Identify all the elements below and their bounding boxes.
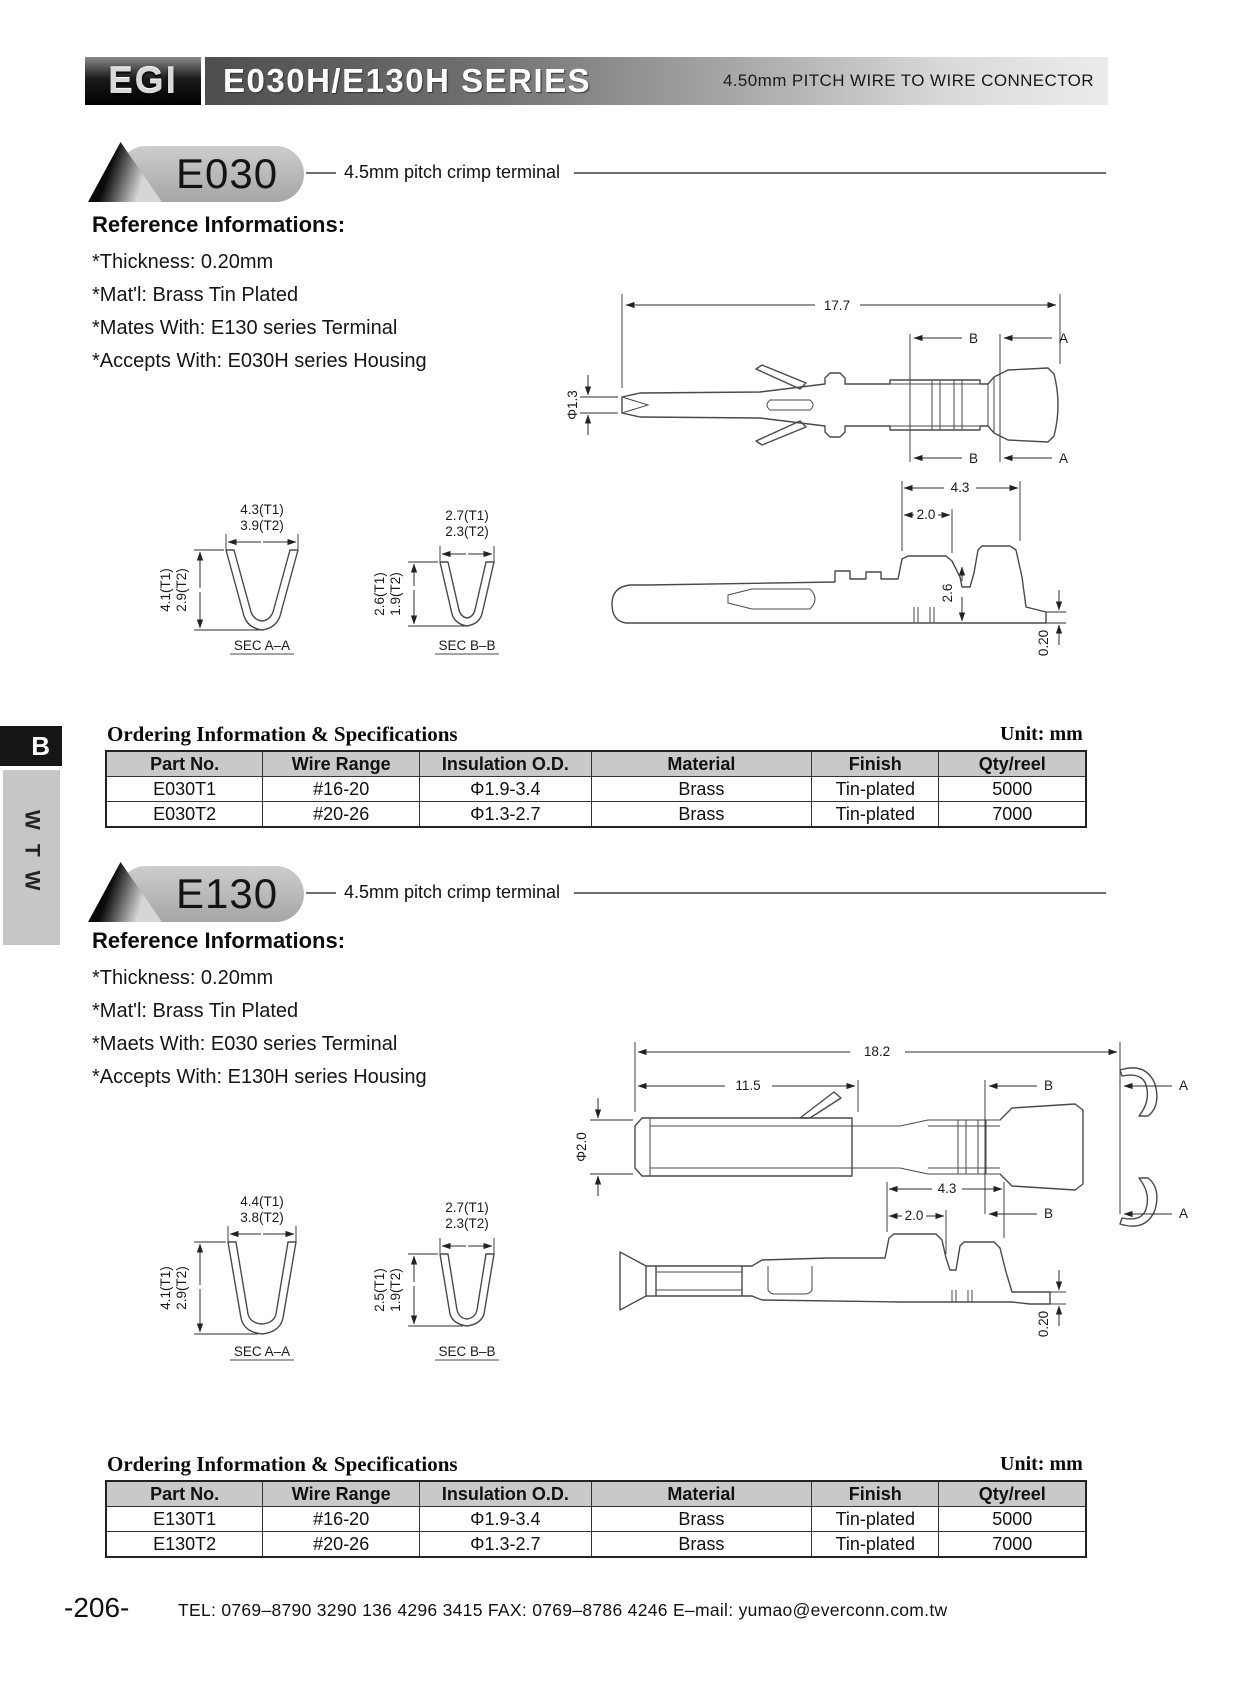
dim-length2: 11.5 (735, 1078, 761, 1093)
page-subtitle: 4.50mm PITCH WIRE TO WIRE CONNECTOR (722, 71, 1094, 90)
dim-length: 17.7 (823, 298, 851, 313)
divider (306, 892, 336, 894)
e030-badge-label: E030 (176, 150, 279, 197)
divider (574, 172, 1106, 174)
marker-b: B (969, 451, 979, 466)
col-header: Qty/reel (939, 751, 1086, 777)
cell: E130T2 (106, 1532, 263, 1558)
cell: E030T2 (106, 802, 263, 828)
cell: #16-20 (263, 777, 420, 802)
sec-dim: 3.9(T2) (240, 518, 284, 533)
category-tab-wtw: WTW (3, 770, 60, 945)
dim-side-43: 4.3 (937, 1181, 957, 1196)
ref-item: *Mat'l: Brass Tin Plated (92, 1000, 299, 1022)
cell: #20-26 (263, 802, 420, 828)
marker-b: B (1044, 1206, 1054, 1221)
sec-label: SEC A–A (233, 1344, 291, 1359)
cell: #16-20 (263, 1507, 420, 1532)
ref-item: *Thickness: 0.20mm (92, 967, 274, 989)
cell: Tin-plated (812, 802, 939, 828)
cell: Brass (591, 1532, 812, 1558)
col-header: Material (591, 751, 812, 777)
e130-spec-table (105, 1480, 1087, 1558)
sec-label: SEC B–B (438, 1344, 496, 1359)
col-header: Insulation O.D. (420, 751, 592, 777)
sec-dim: 2.5(T1) (372, 1268, 387, 1312)
sec-label: SEC B–B (438, 638, 496, 653)
footer-contact: TEL: 0769–8790 3290 136 4296 3415 FAX: 0769–8786 4246 E–mail: yumao@everconn.com.tw (178, 1600, 948, 1620)
col-header: Wire Range (263, 751, 420, 777)
col-header: Finish (812, 751, 939, 777)
table-row (106, 1507, 1086, 1532)
cell: Tin-plated (812, 1507, 939, 1532)
section-tab-b: B (0, 726, 62, 766)
e130-sec-bb (348, 1190, 523, 1365)
sec-dim: 4.4(T1) (240, 1194, 284, 1209)
cell: E030T1 (106, 777, 263, 802)
dim-side-26: 2.6 (940, 583, 955, 603)
dim-side-43: 4.3 (950, 480, 970, 495)
e030-sec-bb (348, 498, 523, 658)
dim-thickness: 0.20 (1036, 629, 1051, 657)
cell: Φ1.9-3.4 (420, 777, 592, 802)
sec-label: SEC A–A (233, 638, 291, 653)
ref-item: *Mat'l: Brass Tin Plated (92, 284, 299, 306)
col-header: Material (591, 1481, 812, 1507)
marker-a: A (1059, 331, 1069, 346)
e030-spec-table (105, 750, 1087, 828)
cell: Brass (591, 802, 812, 828)
e030-plan-drawing (560, 280, 1205, 480)
cell: 5000 (939, 1507, 1086, 1532)
sec-dim: 3.8(T2) (240, 1210, 284, 1225)
marker-a: A (1059, 451, 1069, 466)
cell: 7000 (939, 1532, 1086, 1558)
cell: Φ1.3-2.7 (420, 802, 592, 828)
cell: Φ1.3-2.7 (420, 1532, 592, 1558)
dim-diameter: Φ1.3 (565, 390, 580, 420)
ref-item: *Maets With: E030 series Terminal (92, 1033, 398, 1055)
sec-dim: 2.6(T1) (372, 572, 387, 616)
sec-dim: 4.1(T1) (158, 1266, 173, 1310)
cell: Tin-plated (812, 777, 939, 802)
e130-sec-aa (148, 1190, 353, 1365)
brand-logo: EGI (85, 57, 201, 105)
sec-dim: 4.3(T1) (240, 502, 284, 517)
cell: Brass (591, 1507, 812, 1532)
e130-side-drawing (600, 1162, 1070, 1342)
col-header: Qty/reel (939, 1481, 1086, 1507)
table-row (106, 802, 1086, 828)
divider (306, 172, 336, 174)
cell: E130T1 (106, 1507, 263, 1532)
e130-table-title: Ordering Information & Specifications (107, 1452, 458, 1476)
page-title: E030H/E130H SERIES (223, 62, 592, 99)
sec-dim: 2.9(T2) (174, 568, 189, 612)
dim-side-20: 2.0 (904, 1208, 924, 1223)
ref-item: *Mates With: E130 series Terminal (92, 317, 398, 339)
table-row (106, 777, 1086, 802)
page-number: -206- (64, 1592, 130, 1623)
e130-ref-title: Reference Informations: (92, 928, 346, 953)
dim-side-20: 2.0 (916, 507, 936, 522)
table-header-row (106, 751, 1086, 777)
marker-b: B (969, 331, 979, 346)
e030-ref-title: Reference Informations: (92, 212, 346, 237)
sec-dim: 2.7(T1) (445, 508, 489, 523)
cell: 5000 (939, 777, 1086, 802)
sec-dim: 2.9(T2) (174, 1266, 189, 1310)
col-header: Part No. (106, 1481, 263, 1507)
sec-dim: 4.1(T1) (158, 568, 173, 612)
col-header: Finish (812, 1481, 939, 1507)
marker-b: B (1044, 1078, 1054, 1093)
col-header: Insulation O.D. (420, 1481, 592, 1507)
col-header: Wire Range (263, 1481, 420, 1507)
ref-item: *Accepts With: E130H series Housing (92, 1066, 427, 1088)
e030-sec-aa (148, 498, 353, 658)
sec-dim: 1.9(T2) (388, 1268, 403, 1312)
e130-note: 4.5mm pitch crimp terminal (344, 882, 561, 902)
ref-item: *Thickness: 0.20mm (92, 251, 274, 273)
e130-ref-items (92, 962, 427, 1094)
e030-note: 4.5mm pitch crimp terminal (344, 162, 561, 182)
e030-unit-label: Unit: mm (1000, 723, 1083, 745)
e030-ref-items (92, 246, 427, 378)
cell: Tin-plated (812, 1532, 939, 1558)
e030-table-title: Ordering Information & Specifications (107, 722, 458, 746)
cell: Φ1.9-3.4 (420, 1507, 592, 1532)
header-bar (205, 57, 1108, 105)
sec-dim: 2.7(T1) (445, 1200, 489, 1215)
sec-dim: 2.3(T2) (445, 1216, 489, 1231)
dim-diameter: Φ2.0 (574, 1132, 589, 1162)
cell: 7000 (939, 802, 1086, 828)
sec-dim: 2.3(T2) (445, 524, 489, 539)
table-header-row (106, 1481, 1086, 1507)
e030-side-drawing (600, 455, 1070, 660)
e130-unit-label: Unit: mm (1000, 1453, 1083, 1475)
table-row (106, 1532, 1086, 1558)
dim-length: 18.2 (863, 1044, 891, 1059)
cell: #20-26 (263, 1532, 420, 1558)
sec-dim: 1.9(T2) (388, 572, 403, 616)
e130-badge-label: E130 (176, 870, 279, 917)
dim-thickness: 0.20 (1036, 1310, 1051, 1338)
ref-item: *Accepts With: E030H series Housing (92, 350, 427, 372)
marker-a: A (1179, 1206, 1189, 1221)
col-header: Part No. (106, 751, 263, 777)
cell: Brass (591, 777, 812, 802)
divider (574, 892, 1106, 894)
marker-a: A (1179, 1078, 1189, 1093)
